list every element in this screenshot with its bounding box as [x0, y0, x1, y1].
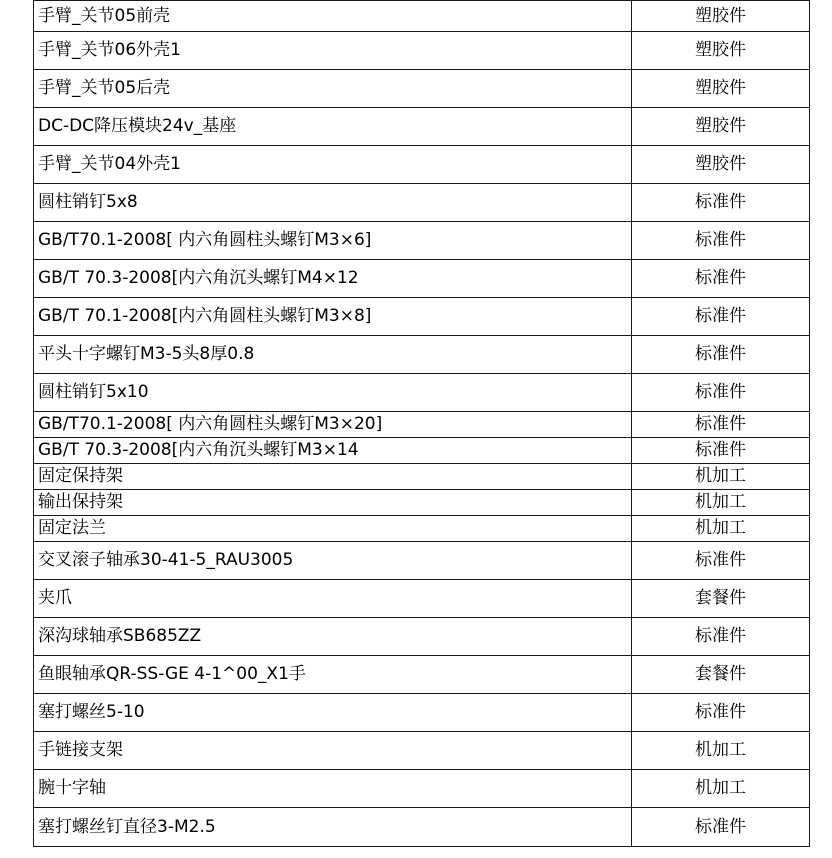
part-type-cell: 塑胶件: [632, 108, 810, 146]
part-type-cell: 机加工: [632, 464, 810, 490]
part-name-cell: 塞打螺丝钉直径3-M2.5: [34, 808, 632, 847]
part-type-cell: 套餐件: [632, 580, 810, 618]
table-row: [34, 580, 810, 618]
part-name-cell: 夹爪: [34, 580, 632, 618]
table-row: [34, 542, 810, 580]
table-row: [34, 222, 810, 260]
table-row: [34, 374, 810, 412]
table-row: [34, 770, 810, 808]
part-type-cell: 标准件: [632, 222, 810, 260]
part-type-cell: 机加工: [632, 516, 810, 542]
part-name-cell: 手臂_关节05前壳: [34, 1, 632, 32]
part-name-cell: 输出保持架: [34, 490, 632, 516]
part-name-cell: 手臂_关节04外壳1: [34, 146, 632, 184]
part-name-cell: 手链接支架: [34, 732, 632, 770]
part-name-cell: 固定法兰: [34, 516, 632, 542]
table-row: [34, 260, 810, 298]
table-row: [34, 694, 810, 732]
part-type-cell: 机加工: [632, 490, 810, 516]
part-name-cell: GB/T70.1-2008[ 内六角圆柱头螺钉M3×6]: [34, 222, 632, 260]
table-row: [34, 32, 810, 70]
part-type-cell: 标准件: [632, 694, 810, 732]
part-type-cell: 标准件: [632, 412, 810, 438]
part-name-cell: GB/T 70.3-2008[内六角沉头螺钉M3×14: [34, 438, 632, 464]
part-name-cell: 平头十字螺钉M3-5头8厚0.8: [34, 336, 632, 374]
part-name-cell: 鱼眼轴承QR-SS-GE 4-1^00_X1手: [34, 656, 632, 694]
part-type-cell: 塑胶件: [632, 70, 810, 108]
part-name-cell: DC-DC降压模块24v_基座: [34, 108, 632, 146]
table-row: [34, 298, 810, 336]
part-name-cell: GB/T 70.3-2008[内六角沉头螺钉M4×12: [34, 260, 632, 298]
part-type-cell: 机加工: [632, 732, 810, 770]
part-type-cell: 塑胶件: [632, 146, 810, 184]
table-row: [34, 184, 810, 222]
part-type-cell: 塑胶件: [632, 1, 810, 32]
part-name-cell: 手臂_关节06外壳1: [34, 32, 632, 70]
table-row: [34, 1, 810, 32]
part-name-cell: 圆柱销钉5x10: [34, 374, 632, 412]
part-type-cell: 标准件: [632, 438, 810, 464]
table-row: [34, 516, 810, 542]
part-name-cell: 固定保持架: [34, 464, 632, 490]
part-type-cell: 标准件: [632, 260, 810, 298]
table-row: [34, 808, 810, 847]
table-row: [34, 656, 810, 694]
part-name-cell: 腕十字轴: [34, 770, 632, 808]
part-name-cell: GB/T70.1-2008[ 内六角圆柱头螺钉M3×20]: [34, 412, 632, 438]
part-name-cell: 圆柱销钉5x8: [34, 184, 632, 222]
table-row: [34, 412, 810, 438]
part-type-cell: 标准件: [632, 298, 810, 336]
table-row: [34, 70, 810, 108]
table-row: [34, 146, 810, 184]
part-type-cell: 套餐件: [632, 656, 810, 694]
part-type-cell: 标准件: [632, 618, 810, 656]
part-name-cell: 交叉滚子轴承30-41-5_RAU3005: [34, 542, 632, 580]
part-type-cell: 机加工: [632, 770, 810, 808]
part-type-cell: 标准件: [632, 374, 810, 412]
table-row: [34, 490, 810, 516]
part-type-cell: 标准件: [632, 184, 810, 222]
part-name-cell: 手臂_关节05后壳: [34, 70, 632, 108]
part-type-cell: 标准件: [632, 542, 810, 580]
part-name-cell: GB/T 70.1-2008[内六角圆柱头螺钉M3×8]: [34, 298, 632, 336]
table-row: [34, 618, 810, 656]
part-type-cell: 标准件: [632, 336, 810, 374]
table-row: [34, 464, 810, 490]
table-row: [34, 438, 810, 464]
table-row: [34, 732, 810, 770]
table-row: [34, 336, 810, 374]
table-row: [34, 108, 810, 146]
part-type-cell: 塑胶件: [632, 32, 810, 70]
part-name-cell: 深沟球轴承SB685ZZ: [34, 618, 632, 656]
part-name-cell: 塞打螺丝5-10: [34, 694, 632, 732]
parts-table: [33, 0, 810, 847]
part-type-cell: 标准件: [632, 808, 810, 847]
